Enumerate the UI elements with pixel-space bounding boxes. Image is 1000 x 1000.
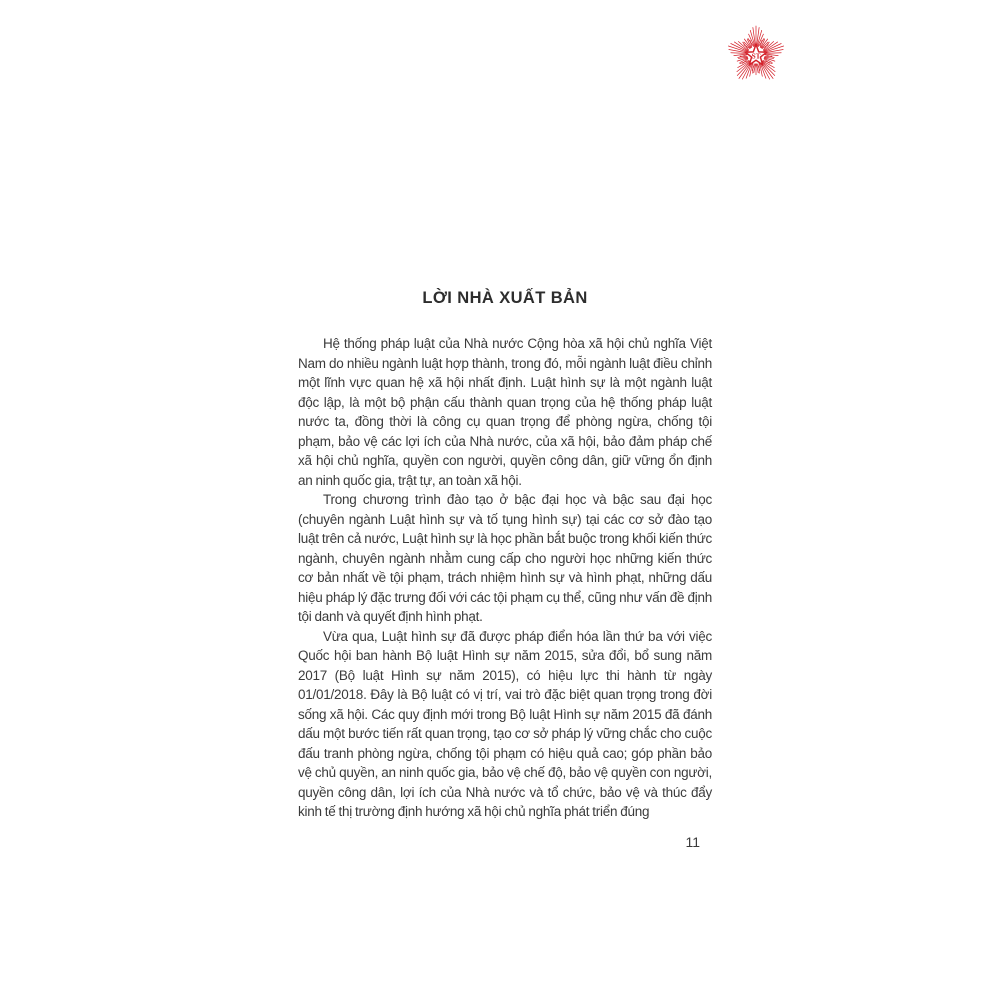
body-paragraph: Trong chương trình đào tạo ở bậc đại học và bậc sau đại học (chuyên ngành Luật hình sự và tố tụng hình sự) tại các cơ sở đào tạo luật trên cả nước, Luật hình sự là học phần bắt buộc trong khối kiến thức ngành, chuyên ngành nhằm cung cấp cho người học những kiến thức cơ bản nhất về tội phạm, trách nhiệm hình sự và hình phạt, những dấu hiệu pháp lý đặc trưng đối với các tội phạm cụ thể, cũng như vấn đề định tội danh và quyết định hình phạt.	[298, 492, 712, 624]
page-number: 11	[685, 834, 700, 850]
logo-monogram: ST	[751, 52, 761, 61]
text-column	[298, 289, 712, 822]
chapter-title: LỜI NHÀ XUẤT BẢN	[422, 289, 588, 307]
publisher-star-logo-icon	[723, 22, 789, 88]
body-text	[298, 334, 712, 822]
body-paragraph: Hệ thống pháp luật của Nhà nước Cộng hòa xã hội chủ nghĩa Việt Nam do nhiều ngành luật hợp thành, trong đó, mỗi ngành luật điều chỉnh một lĩnh vực quan hệ xã hội nhất định. Luật hình sự là một ngành luật độc lập, là một bộ phận cấu thành quan trọng của hệ thống pháp luật nước ta, đồng thời là công cụ quan trọng để phòng ngừa, chống tội phạm, bảo vệ các lợi ích của Nhà nước, của xã hội, bảo đảm pháp chế xã hội chủ nghĩa, quyền con người, quyền công dân, giữ vững ổn định an ninh quốc gia, trật tự, an toàn xã hội.	[298, 336, 712, 488]
body-paragraph: Vừa qua, Luật hình sự đã được pháp điển hóa lần thứ ba với việc Quốc hội ban hành Bộ luật Hình sự năm 2015, sửa đổi, bổ sung năm 2017 (Bộ luật Hình sự năm 2015), có hiệu lực thi hành từ ngày 01/01/2018. Đây là Bộ luật có vị trí, vai trò đặc biệt quan trọng trong đời sống xã hội. Các quy định mới trong Bộ luật Hình sự năm 2015 đã đánh dấu một bước tiến rất quan trọng, tạo cơ sở pháp lý vững chắc cho cuộc đấu tranh phòng ngừa, chống tội phạm có hiệu quả cao; góp phần bảo vệ chủ quyền, an ninh quốc gia, bảo vệ chế độ, bảo vệ quyền con người, quyền công dân, lợi ích của Nhà nước và tổ chức, bảo vệ và thúc đẩy kinh tế thị trường định hướng xã hội chủ nghĩa phát triển đúng	[298, 628, 712, 819]
